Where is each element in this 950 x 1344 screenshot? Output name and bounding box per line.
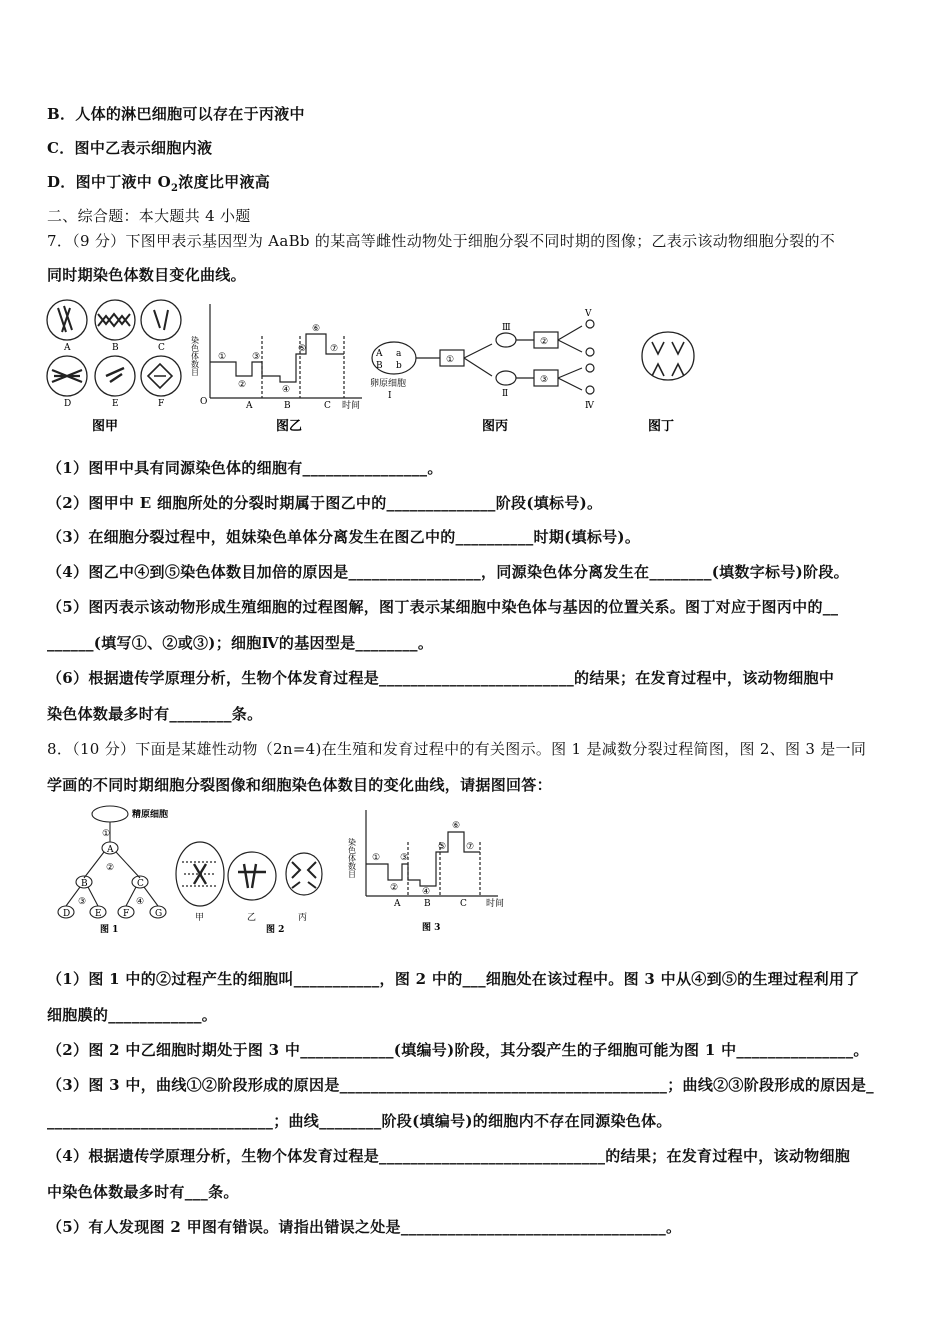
cell-label-b: B (112, 343, 119, 353)
bing-step-3: ③ (540, 375, 549, 385)
q7-part5-line2: ______(填写①、②或③)；细胞Ⅳ的基因型是________。 (47, 634, 434, 652)
yi-stage-3: ③ (252, 352, 261, 362)
tree-node-e: E (95, 909, 102, 919)
q7-part2: （2）图甲中 E 细胞所处的分裂时期属于图乙中的______________阶段(填标号)。 (47, 494, 603, 512)
bing-step-2: ② (540, 337, 549, 347)
q8-figures (48, 802, 528, 942)
q8-part1-line1: （1）图 1 中的②过程产生的细胞叫___________，图 2 中的___细胞处在该过程中。图 3 中从④到⑤的生理过程利用了 (47, 970, 860, 988)
gene-B: B (376, 361, 383, 371)
fig-ding-caption: 图丁 (648, 419, 675, 434)
section-heading: 二、综合题：本大题共 4 小题 (47, 207, 251, 225)
q7-part3: （3）在细胞分裂过程中，姐妹染色单体分离发生在图乙中的__________时期(填标号)。 (47, 528, 641, 546)
q8-part3-line1: （3）图 3 中，曲线①②阶段形成的原因是__________________________________________；曲线②③阶段形成的原因是_ (47, 1076, 874, 1094)
option-d (47, 171, 270, 194)
tree-top-label: 精原细胞 (132, 810, 169, 820)
cell-label-c: C (158, 343, 165, 353)
yi-axis-label: 染色体数目 (190, 336, 200, 376)
fig2-cell-yi: 乙 (247, 913, 257, 923)
q7-stem-line1: 7．（9 分）下图甲表示基因型为 AaBb 的某高等雌性动物处于细胞分裂不同时期的图像；乙表示该动物细胞分裂的不 (47, 232, 836, 250)
fig3-stage-2: ② (390, 883, 399, 893)
yi-tick-b: B (284, 401, 291, 411)
q8-part2: （2）图 2 中乙细胞时期处于图 3 中____________(填编号)阶段，其分裂产生的子细胞可能为图 1 中_______________。 (47, 1041, 869, 1059)
fig-yi-chart (210, 304, 362, 398)
tree-node-g: G (155, 909, 163, 919)
fig2-caption: 图 2 (266, 925, 285, 935)
cell-label-f: F (158, 399, 165, 409)
fig2-cell-jia: 甲 (195, 913, 205, 923)
q8-part1-line2: 细胞膜的____________。 (47, 1006, 218, 1024)
fig3-axis-label: 染色体数目 (347, 838, 357, 878)
tree-node-b: B (81, 879, 88, 889)
q7-part1: （1）图甲中具有同源染色体的细胞有________________。 (47, 459, 443, 477)
tree-step-1: ① (102, 829, 111, 839)
q7-stem-line2: 同时期染色体数目变化曲线。 (47, 266, 246, 284)
fig3-time-label: 时间 (486, 899, 505, 909)
yi-stage-1: ① (218, 352, 227, 362)
fig3-chart (366, 810, 498, 896)
q8-part4-line1: （4）根据遗传学原理分析，生物个体发育过程是_____________________________的结果；在发育过程中，该动物细胞 (47, 1147, 851, 1165)
yi-time-label: 时间 (342, 401, 361, 411)
yi-stage-2: ② (238, 380, 247, 390)
q7-figures (44, 296, 704, 442)
fig-bing-caption: 图丙 (482, 419, 509, 434)
q8-part3-line2: _____________________________；曲线________阶段(填编号)的细胞内不存在同源染色体。 (47, 1112, 672, 1130)
bing-label-I: Ⅰ (388, 391, 392, 401)
tree-node-d: D (63, 909, 71, 919)
yi-stage-7: ⑦ (330, 344, 339, 354)
fig3-stage-6: ⑥ (452, 821, 461, 831)
fig-yi-caption: 图乙 (276, 419, 303, 434)
yi-stage-5: ⑤ (298, 344, 307, 354)
option-d-text: D．图中丁液中 O (47, 173, 171, 191)
fig3-stage-4: ④ (422, 887, 431, 897)
q7-part6-line1: （6）根据遗传学原理分析，生物个体发育过程是_________________________的结果；在发育过程中，该动物细胞中 (47, 669, 835, 687)
tree-step-3: ③ (78, 897, 87, 907)
yi-tick-a: A (246, 401, 253, 411)
bing-label-III: Ⅲ (502, 323, 511, 333)
yi-stage-6: ⑥ (312, 324, 321, 334)
q8-stem-line2: 学画的不同时期细胞分裂图像和细胞染色体数目的变化曲线，请据图回答： (47, 776, 552, 794)
gene-b: b (396, 361, 402, 371)
fig2-cell-bing: 丙 (298, 913, 308, 923)
fig3-caption: 图 3 (422, 923, 441, 933)
fig1-caption: 图 1 (100, 925, 119, 935)
gene-a: a (396, 349, 402, 359)
cell-label-a: A (64, 343, 71, 353)
tree-node-f: F (123, 909, 130, 919)
fig3-tick-c: C (460, 899, 467, 909)
yi-tick-c: C (324, 401, 331, 411)
gene-A: A (376, 349, 383, 359)
q7-part4: （4）图乙中④到⑤染色体数目加倍的原因是_________________，同源染色体分离发生在________(填数字标号)阶段。 (47, 563, 849, 581)
fig1-tree (58, 806, 166, 918)
fig3-tick-a: A (394, 899, 401, 909)
bing-label-IV: Ⅳ (585, 401, 594, 411)
fig-jia-caption: 图甲 (92, 419, 119, 434)
yi-origin: O (200, 397, 208, 407)
cell-label-d: D (64, 399, 72, 409)
tree-node-a: A (107, 845, 114, 855)
fig3-stage-1: ① (372, 853, 381, 863)
fig3-tick-b: B (424, 899, 431, 909)
option-b: B．人体的淋巴细胞可以存在于丙液中 (47, 105, 305, 123)
bing-label-V: Ⅴ (585, 309, 592, 319)
bing-egg-label: 卵原细胞 (370, 379, 407, 389)
q8-stem-line1: 8．（10 分）下面是某雄性动物（2n=4)在生殖和发育过程中的有关图示。图 1 是减数分裂过程简图，图 2、图 3 是一同 (47, 740, 867, 758)
option-d-text-end: 浓度比甲液高 (178, 173, 271, 191)
tree-step-4: ④ (136, 897, 145, 907)
q8-part4-line2: 中染色体数最多时有___条。 (47, 1183, 239, 1201)
bing-step-1: ① (446, 355, 455, 365)
fig3-stage-3: ③ (400, 853, 409, 863)
fig3-stage-5: ⑤ (438, 842, 447, 852)
bing-label-II: Ⅱ (502, 389, 509, 399)
cell-label-e: E (112, 399, 119, 409)
fig2-cells (176, 842, 322, 906)
q7-part6-line2: 染色体数最多时有________条。 (47, 705, 263, 723)
q8-part5: （5）有人发现图 2 甲图有错误。请指出错误之处是__________________________________。 (47, 1218, 682, 1236)
tree-node-c: C (137, 879, 144, 889)
tree-step-2: ② (106, 863, 115, 873)
option-d-subscript: 2 (171, 183, 179, 194)
q7-part5-line1: （5）图丙表示该动物形成生殖细胞的过程图解，图丁表示某细胞中染色体与基因的位置关系。图丁对应于图丙中的__ (47, 598, 839, 616)
fig-ding-cell (642, 332, 694, 380)
option-c: C．图中乙表示细胞内液 (47, 139, 213, 157)
fig3-stage-7: ⑦ (466, 842, 475, 852)
yi-stage-4: ④ (282, 385, 291, 395)
